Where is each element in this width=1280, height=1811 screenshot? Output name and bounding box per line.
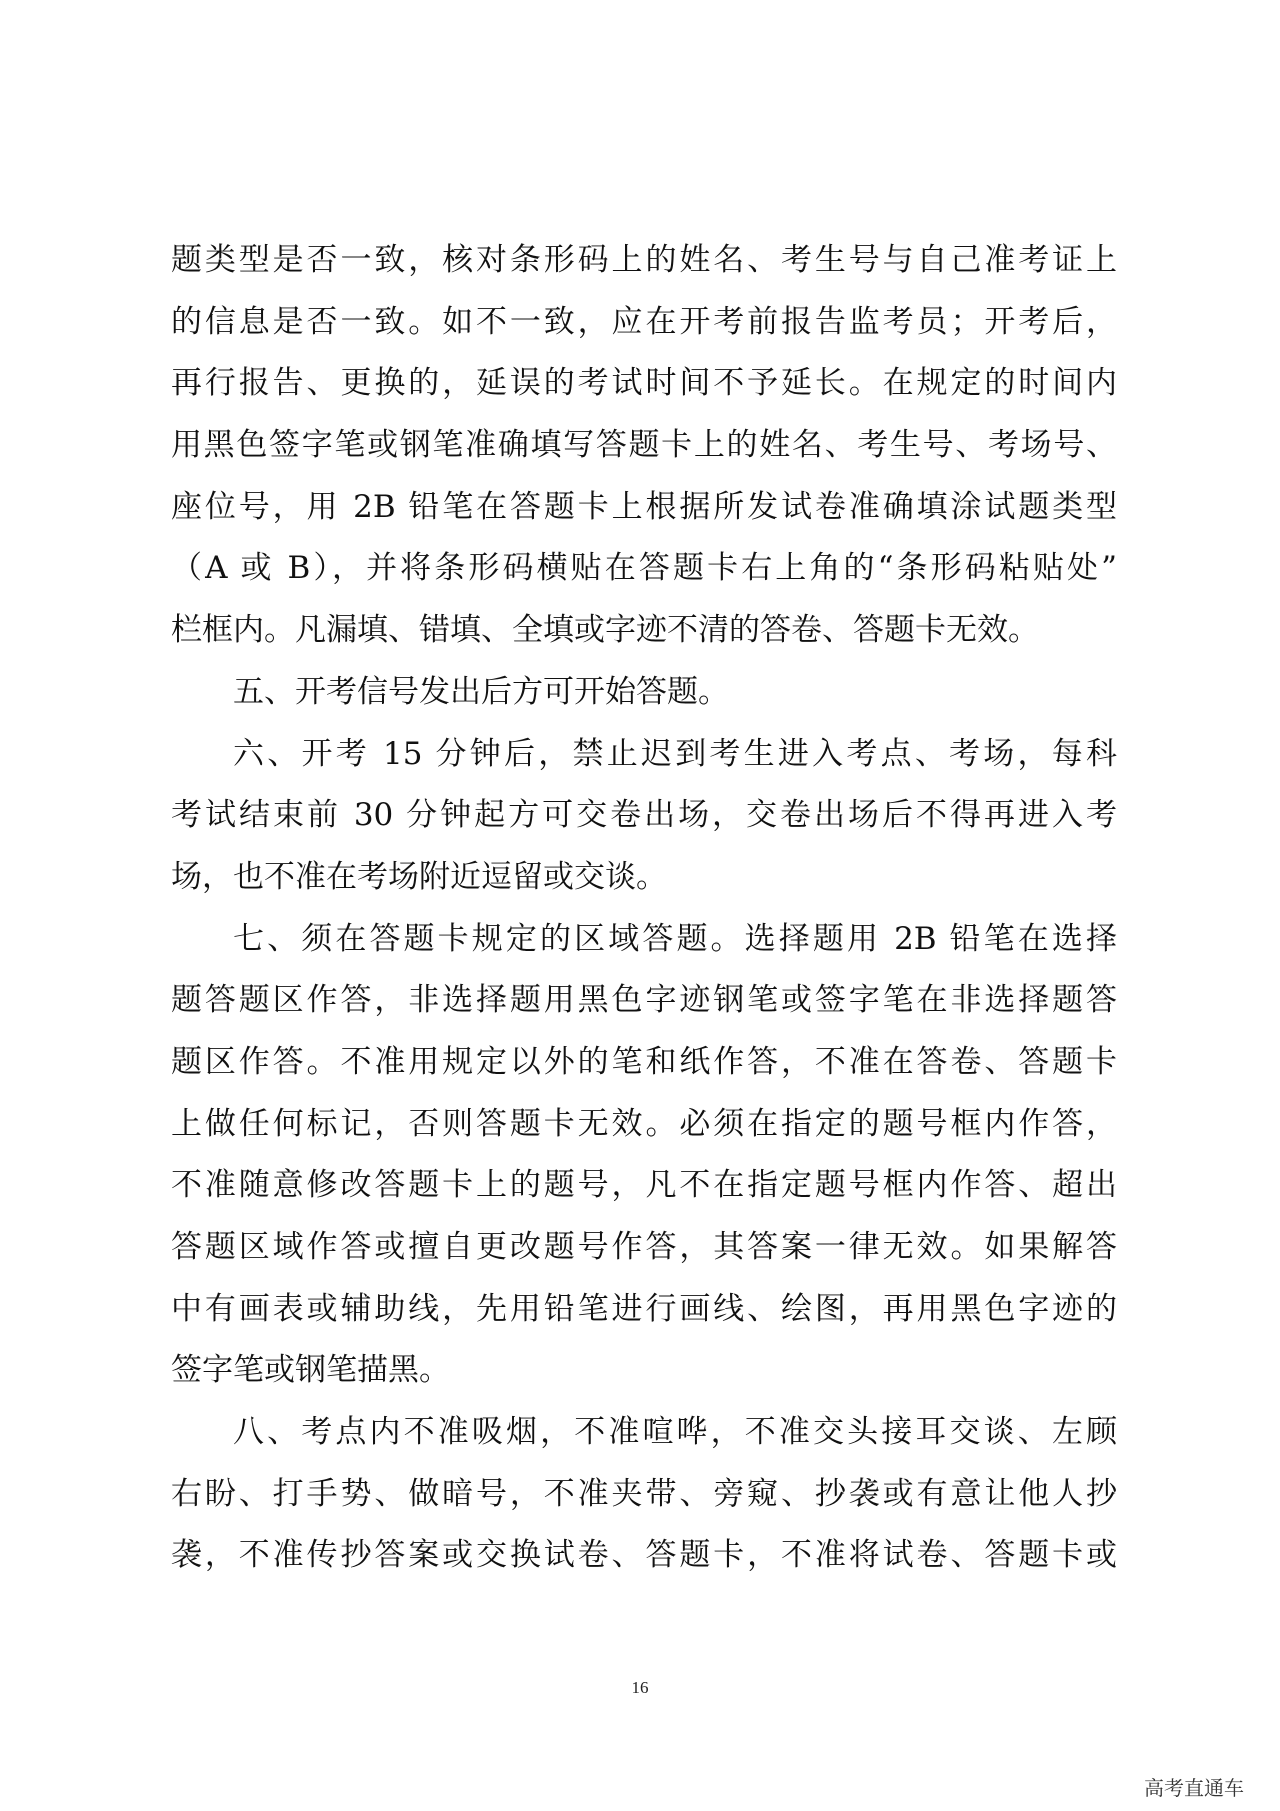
- text-line: 栏框内。凡漏填、错填、全填或字迹不清的答卷、答题卡无效。: [171, 612, 1039, 649]
- text-line: 用黑色签字笔或钢笔准确填写答题卡上的姓名、考生号、考场号、: [171, 427, 1117, 464]
- text-line: （A 或 B），并将条形码横贴在答题卡右上角的“条形码粘贴处”: [171, 550, 1117, 587]
- text-line: 题答题区作答，非选择题用黑色字迹钢笔或签字笔在非选择题答: [171, 982, 1117, 1019]
- text-line: 右盼、打手势、做暗号，不准夹带、旁窥、抄袭或有意让他人抄: [171, 1475, 1117, 1512]
- text-line: 中有画表或辅助线，先用铅笔进行画线、绘图，再用黑色字迹的: [171, 1290, 1117, 1327]
- text-line: 座位号，用 2B 铅笔在答题卡上根据所发试卷准确填涂试题类型: [171, 488, 1117, 525]
- watermark-text: 高考直通车: [1144, 1776, 1244, 1800]
- text-line: 上做任何标记，否则答题卡无效。必须在指定的题号框内作答，: [171, 1105, 1117, 1142]
- text-line: 不准随意修改答题卡上的题号，凡不在指定题号框内作答、超出: [171, 1167, 1117, 1204]
- paragraph-heading-5: 五、开考信号发出后方可开始答题。: [233, 673, 729, 710]
- text-line: 场，也不准在考场附近逗留或交谈。: [171, 858, 667, 895]
- text-line: 答题区域作答或擅自更改题号作答，其答案一律无效。如果解答: [171, 1229, 1117, 1265]
- text-line: 签字笔或钢笔描黑。: [171, 1352, 450, 1389]
- paragraph-heading-8: 八、考点内不准吸烟，不准喧哗，不准交头接耳交谈、左顾: [233, 1414, 1117, 1451]
- text-line: 的信息是否一致。如不一致，应在开考前报告监考员；开考后，: [171, 303, 1117, 340]
- text-line: 题区作答。不准用规定以外的笔和纸作答，不准在答卷、答题卡: [171, 1043, 1117, 1080]
- text-line: 题类型是否一致，核对条形码上的姓名、考生号与自己准考证上: [171, 242, 1117, 278]
- text-line: 袭，不准传抄答案或交换试卷、答题卡，不准将试卷、答题卡或: [171, 1537, 1117, 1574]
- paragraph-heading-6: 六、开考 15 分钟后，禁止迟到考生进入考点、考场，每科: [233, 735, 1117, 772]
- body-text: [171, 230, 1117, 1587]
- text-line: 考试结束前 30 分钟起方可交卷出场，交卷出场后不得再进入考: [171, 797, 1117, 834]
- page-number: 16: [631, 1678, 649, 1697]
- paragraph-heading-7: 七、须在答题卡规定的区域答题。选择题用 2B 铅笔在选择: [233, 920, 1117, 957]
- text-line: 再行报告、更换的，延误的考试时间不予延长。在规定的时间内: [171, 365, 1117, 402]
